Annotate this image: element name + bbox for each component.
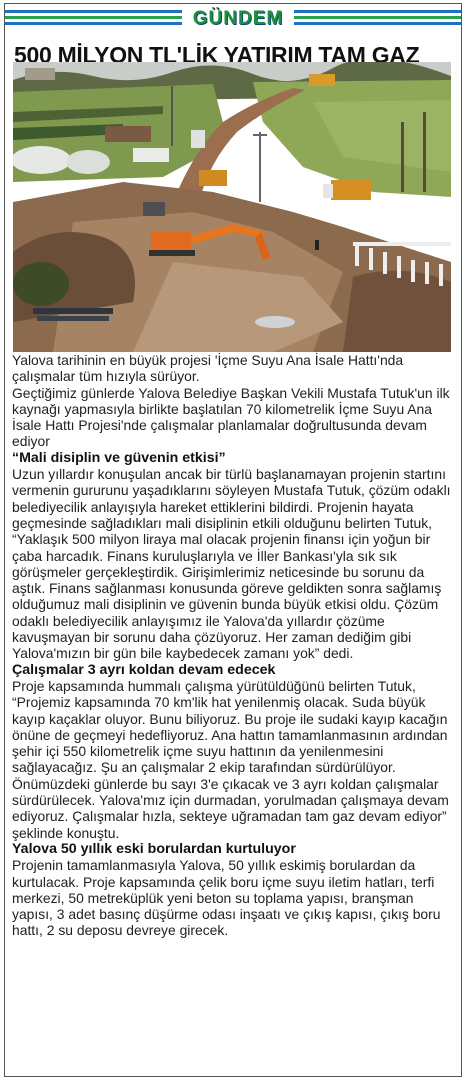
construction-site-photo: [13, 62, 451, 352]
section-banner: [5, 8, 461, 30]
section-label: GÜNDEM: [182, 8, 294, 30]
section-paragraph: Proje kapsamında hummalı çalışma yürütüldüğünü belirten Tutuk, “Projemiz kapsamında 70 km'lik hat yenilenmiş olacak. Suda büyük kayıp kaçaklar oluyor. Bunu biliyoruz. Bu proje ile sudaki kayıp kacağın önüne de geçmeyi hedefliyoruz. Ana hattın tamamlanmasının ardından şehir içi 550 kilometrelik içme suyu hattının da yenilenmesini sağlayacağız. Şu an çalışmalar 2 ekip tarafından sürdürülüyor. Önümüzdeki günlerde bu sayı 3'e çıkacak ve 3 ayrı koldan çalışmalar sürdürülecek. Yalova'mız için durmadan, yorulmadan çalışmaya devam ediyoruz. Çalışmalar hızla, sekteye uğramadan tam gaz devam ediyor” şeklinde konuştu.: [12, 677, 449, 841]
article-intro: Geçtiğimiz günlerde Yalova Belediye Başkan Vekili Mustafa Tutuk'un ilk kaynağı yapmasıyla birlikte başlatılan 70 kilometrelik İçme Suyu Ana İsale Hattı Projesi'nde çalışmalar planlamalar doğrultusunda devam ediyor: [12, 384, 450, 450]
article-lead: Yalova tarihinin en büyük projesi 'İçme Suyu Ana İsale Hattı'nda çalışmalar tüm hızıyla sürüyor.: [12, 352, 404, 385]
article-body: [12, 352, 456, 1074]
article-headline: 500 MİLYON TL'LİK YATIRIM TAM GAZ: [14, 42, 420, 62]
section-heading: Çalışmalar 3 ayrı koldan devam edecek: [12, 661, 276, 678]
section-paragraph: Uzun yıllardır konuşulan ancak bir türlü başlanamayan projenin startını vermenin gururunu yaşadıklarını söyleyen Mustafa Tutuk, çözüm odaklı belediyecilik anlayışıyla hareket ettiklerini bildirdi. Projenin hayata geçmesinde sağladıkları mali disiplinin etkili olduğunu belirten Tutuk, “Yaklaşık 500 milyon liraya mal olacak projenin finansı için yoğun bir çaba harcadık. Finans kuruluşlarıyla ve İller Bankası'yla sık sık görüşmeler gerçekleştirdik. Girişimlerimiz neticesinde bu sorunu da aştık. Finans sağlanması konusunda göreve geldikten sonra sağlamış olduğumuz mali disiplinin ve güvenin bunda büyük etkisi oldu. Çözüm odaklı belediyecilik anlayışımız ile Yalova'da yıllardır çözüme kavuşmayan bir sorunu daha çözüyoruz. Her zaman dediğim gibi Yalova'mızın bir gün bile kaybedecek zamanı yok” dedi.: [12, 466, 451, 662]
section-paragraph: Projenin tamamlanmasıyla Yalova, 50 yıllık eskimiş borulardan da kurtulacak. Proje kapsamında çelik boru içme suyu iletim hatları, terfi merkezi, 50 metreküplük yeni beton su toplama yapısı, branşman yapısı, 3 adet basınç düşürme odası inşaatı ve çıkış kapısı, çıkış boru hattı, 2 su deposu devreye girecek.: [12, 857, 441, 939]
section-heading: “Mali disiplin ve güvenin etkisi”: [12, 449, 226, 466]
section-heading: Yalova 50 yıllık eski borulardan kurtuluyor: [12, 840, 296, 857]
